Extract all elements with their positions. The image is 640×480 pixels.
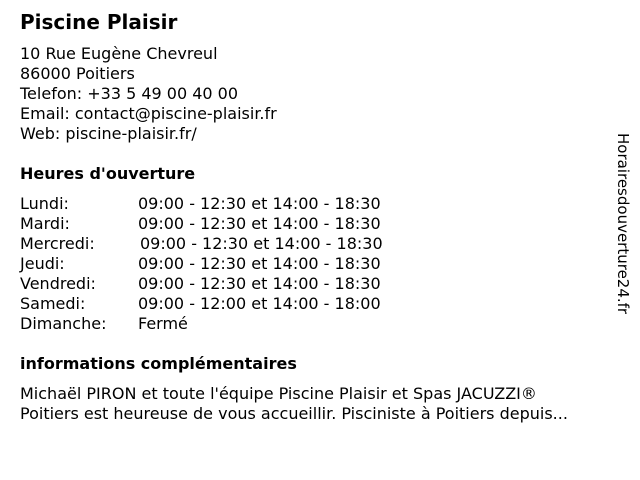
day-label: Mercredi: xyxy=(20,234,95,253)
info-description xyxy=(20,384,620,424)
address-street: 10 Rue Eugène Chevreul xyxy=(20,44,218,63)
hours-row-monday xyxy=(20,194,383,214)
hours-row-wednesday xyxy=(20,234,383,254)
business-name: Piscine Plaisir xyxy=(20,10,178,34)
site-watermark: Horairesdouverture24.fr xyxy=(614,133,632,315)
day-time: 09:00 - 12:30 et 14:00 - 18:30 xyxy=(138,254,381,273)
address-city: 86000 Poitiers xyxy=(20,64,135,83)
hours-row-sunday xyxy=(20,314,383,334)
day-time: 09:00 - 12:30 et 14:00 - 18:30 xyxy=(140,234,383,253)
hours-row-thursday xyxy=(20,254,383,274)
day-time: 09:00 - 12:30 et 14:00 - 18:30 xyxy=(138,214,381,233)
hours-table xyxy=(20,194,383,334)
phone-number[interactable]: Telefon: +33 5 49 00 40 00 xyxy=(20,84,239,103)
day-label: Samedi: xyxy=(20,294,86,313)
email-address[interactable]: Email: contact@piscine-plaisir.fr xyxy=(20,104,277,123)
hours-row-saturday xyxy=(20,294,383,314)
info-line: Michaël PIRON et toute l'équipe Piscine Plaisir et Spas JACUZZI® xyxy=(20,384,537,403)
day-time: Fermé xyxy=(138,314,188,333)
day-label: Dimanche: xyxy=(20,314,107,333)
day-label: Jeudi: xyxy=(20,254,65,273)
website-link[interactable]: Web: piscine-plaisir.fr/ xyxy=(20,124,197,143)
day-time: 09:00 - 12:30 et 14:00 - 18:30 xyxy=(138,194,381,213)
hours-row-tuesday xyxy=(20,214,383,234)
hours-row-friday xyxy=(20,274,383,294)
day-time: 09:00 - 12:00 et 14:00 - 18:00 xyxy=(138,294,381,313)
contact-block xyxy=(20,44,277,144)
info-heading: informations complémentaires xyxy=(20,354,297,373)
day-label: Vendredi: xyxy=(20,274,96,293)
day-time: 09:00 - 12:30 et 14:00 - 18:30 xyxy=(138,274,381,293)
day-label: Mardi: xyxy=(20,214,70,233)
day-label: Lundi: xyxy=(20,194,69,213)
hours-heading: Heures d'ouverture xyxy=(20,164,196,183)
info-line: Poitiers est heureuse de vous accueillir. Pisciniste à Poitiers depuis... xyxy=(20,404,568,423)
